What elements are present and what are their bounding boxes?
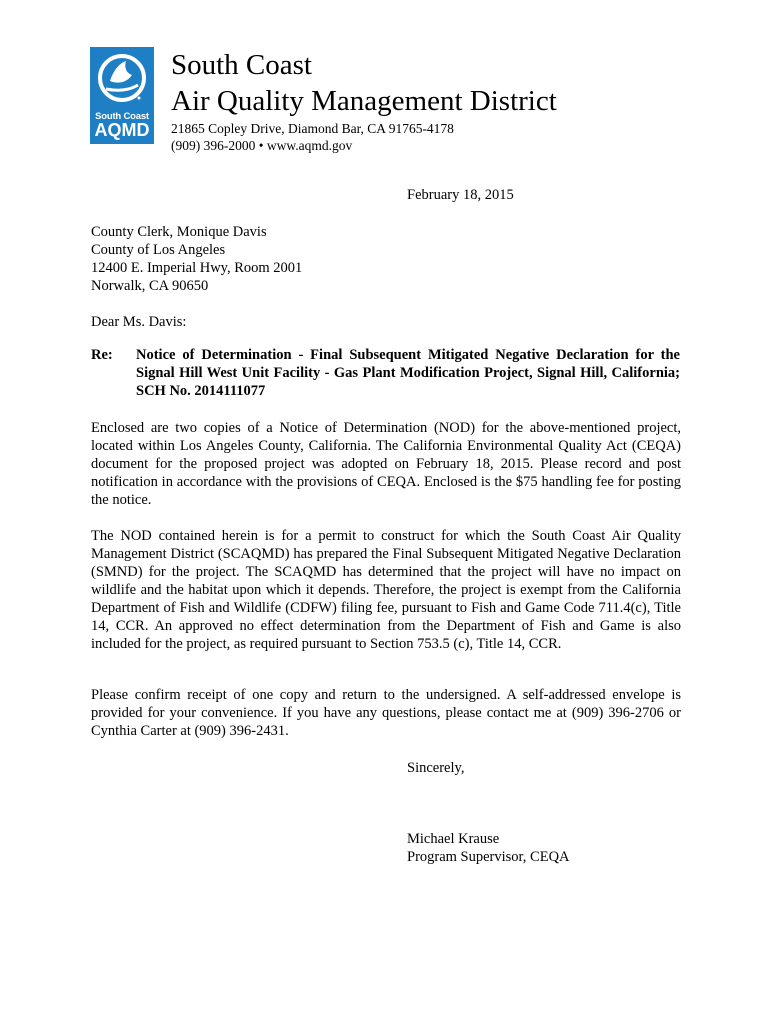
aqmd-logo (90, 47, 154, 144)
recipient-line: County Clerk, Monique Davis (91, 224, 267, 240)
recipient-line: County of Los Angeles (91, 242, 226, 258)
body-paragraph-2: The NOD contained herein is for a permit to construct for which the South Coast Air Quality Management District (SCAQMD) has prepared the Final Subsequent Mitigated Negative Declaration (SMND) for the project. The SCAQMD has determined that the project will have no impact on wildlife and the habitat upon which it depends. Therefore, the project is exempt from the California Department of Fish and Wildlife (CDFW) filing fee, pursuant to Fish and Game Code 711.4(c), Title 14, CCR. An approved no effect determination from the Department of Fish and Game is also included for the project, as required pursuant to Section 753.5 (c), Title 14, CCR. (91, 528, 681, 652)
re-subject: Notice of Determination - Final Subsequent Mitigated Negative Declaration for the Signal Hill West Unit Facility - Gas Plant Modification Project, Signal Hill, California; SCH No. 2014111077 (136, 347, 680, 399)
recipient-line: 12400 E. Imperial Hwy, Room 2001 (91, 260, 303, 276)
logo-text-south-coast: South Coast (95, 111, 149, 122)
body-paragraph-1: Enclosed are two copies of a Notice of Determination (NOD) for the above-mentioned project, located within Los Angeles County, California. The California Environmental Quality Act (CEQA) document for the proposed project was adopted on February 18, 2015. Please record and post notification in accordance with the provisions of CEQA. Enclosed is the $75 handling fee for posting the notice. (91, 420, 681, 508)
org-phone-website: (909) 396-2000 • www.aqmd.gov (171, 138, 353, 153)
org-name-line1: South Coast (171, 49, 312, 81)
recipient-line: Norwalk, CA 90650 (91, 278, 209, 294)
closing: Sincerely, (407, 760, 465, 776)
letter-date: February 18, 2015 (407, 187, 514, 203)
salutation: Dear Ms. Davis: (91, 314, 187, 330)
signer-name: Michael Krause (407, 831, 500, 847)
bird-emblem-icon (90, 47, 154, 111)
signer-title: Program Supervisor, CEQA (407, 849, 570, 865)
body-paragraph-3: Please confirm receipt of one copy and return to the undersigned. A self-addressed envelope is provided for your convenience. If you have any questions, please contact me at (909) 396-2706 or Cynthia Carter at (909) 396-2431. (91, 687, 681, 739)
org-address: 21865 Copley Drive, Diamond Bar, CA 91765-4178 (171, 121, 454, 136)
org-name-line2: Air Quality Management District (171, 85, 557, 117)
re-label: Re: (91, 347, 113, 363)
logo-text-aqmd: AQMD (94, 120, 150, 140)
